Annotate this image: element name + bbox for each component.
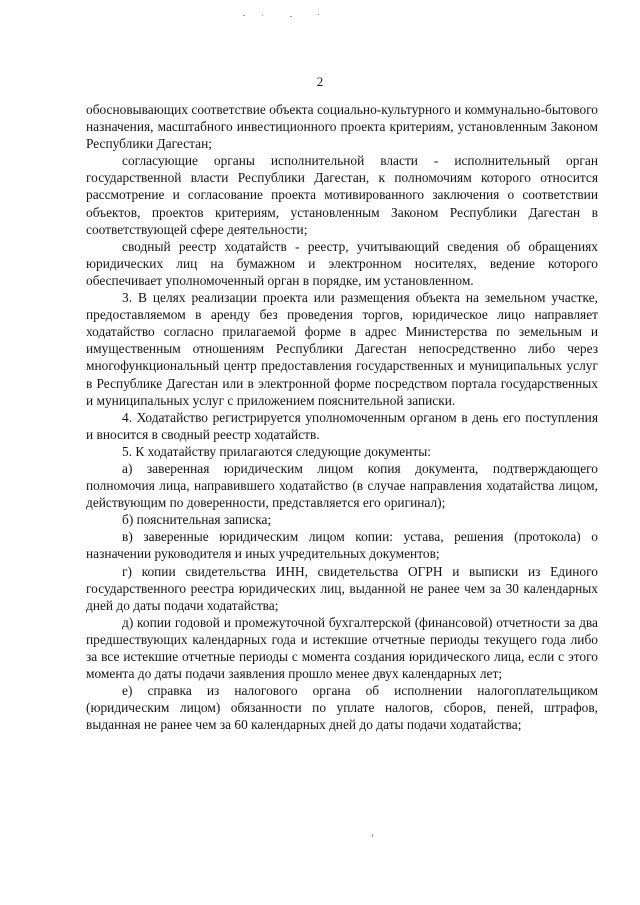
page-number: 2 [316, 74, 324, 89]
paragraph-subitem-v: в) заверенные юридическим лицом копии: устава, решения (протокола) о назначении руководителя и иных учредительных документов; [86, 529, 598, 562]
paragraph-item-4: 4. Ходатайство регистрируется уполномоченным органом в день его поступления и вносится в сводный реестр ходатайств. [86, 409, 598, 442]
paragraph-approving-authorities: согласующие органы исполнительной власти - исполнительный орган государственной власти Республики Дагестан, к полномочиям которого относится рассмотрение и согласование проекта мотивированного заключения о соответствии объектов, проектов критериям, установленным Законом Республики Дагестан в соответствующей сфере деятельности; [86, 153, 598, 237]
paragraph-consolidated-register: сводный реестр ходатайств - реестр, учитывающий сведения об обращениях юридических лиц на бумажном и электронном носителях, ведение которого обеспечивает уполномоченный орган в порядке, им установленном. [86, 238, 598, 288]
paragraph-subitem-d: д) копии годовой и промежуточной бухгалтерской (финансовой) отчетности за два предшествующих календарных года и истекшие отчетные периоды текущего года либо за все истекшие отчетные периоды с момента создания юридического лица, если с этого момента до даты подачи заявления прошло менее двух календарных лет; [86, 614, 598, 682]
paragraph-item-5: 5. К ходатайству прилагаются следующие документы: [122, 443, 431, 459]
paragraph-subitem-a: а) заверенная юридическим лицом копия документа, подтверждающего полномочия лица, направившего ходатайство (в случае направления ходатайства лицом, действующим по доверенности, представляется его оригинал); [86, 460, 598, 511]
paragraph-item-3: 3. В целях реализации проекта или размещения объекта на земельном участке, предоставляемом в аренду без проведения торгов, юридическое лицо направляет ходатайство согласно прилагаемой форме в адрес Министерства по земельным и имущественным отношениям Республики Дагестан непосредственно либо через многофункциональный центр предоставления государственных и муниципальных услуг в Республике Дагестан или в электронной форме посредством портала государственных и муниципальных услуг с приложением пояснительной записки. [86, 290, 598, 408]
document-body [86, 101, 598, 733]
scan-speck [372, 834, 373, 837]
scan-speck [262, 15, 263, 16]
scan-speck [290, 16, 292, 17]
scan-speck [318, 14, 319, 15]
paragraph-subitem-b: б) пояснительная записка; [122, 512, 272, 528]
paragraph-subitem-e: е) справка из налогового органа об исполнении налогоплательщиком (юридическим лицом) обязанности по уплате налогов, сборов, пеней, штрафов, выданная не ранее чем за 60 календарных дней до даты подачи ходатайства; [86, 683, 598, 733]
scan-speck [243, 15, 245, 16]
paragraph-continuation: обосновывающих соответствие объекта социально-культурного и коммунально-бытового назначения, масштабного инвестиционного проекта критериям, установленным Законом Республики Дагестан; [86, 102, 598, 152]
paragraph-subitem-g: г) копии свидетельства ИНН, свидетельства ОГРН и выписки из Единого государственного реестра юридических лиц, выданной не ранее чем за 30 календарных дней до даты подачи ходатайства; [86, 563, 598, 613]
